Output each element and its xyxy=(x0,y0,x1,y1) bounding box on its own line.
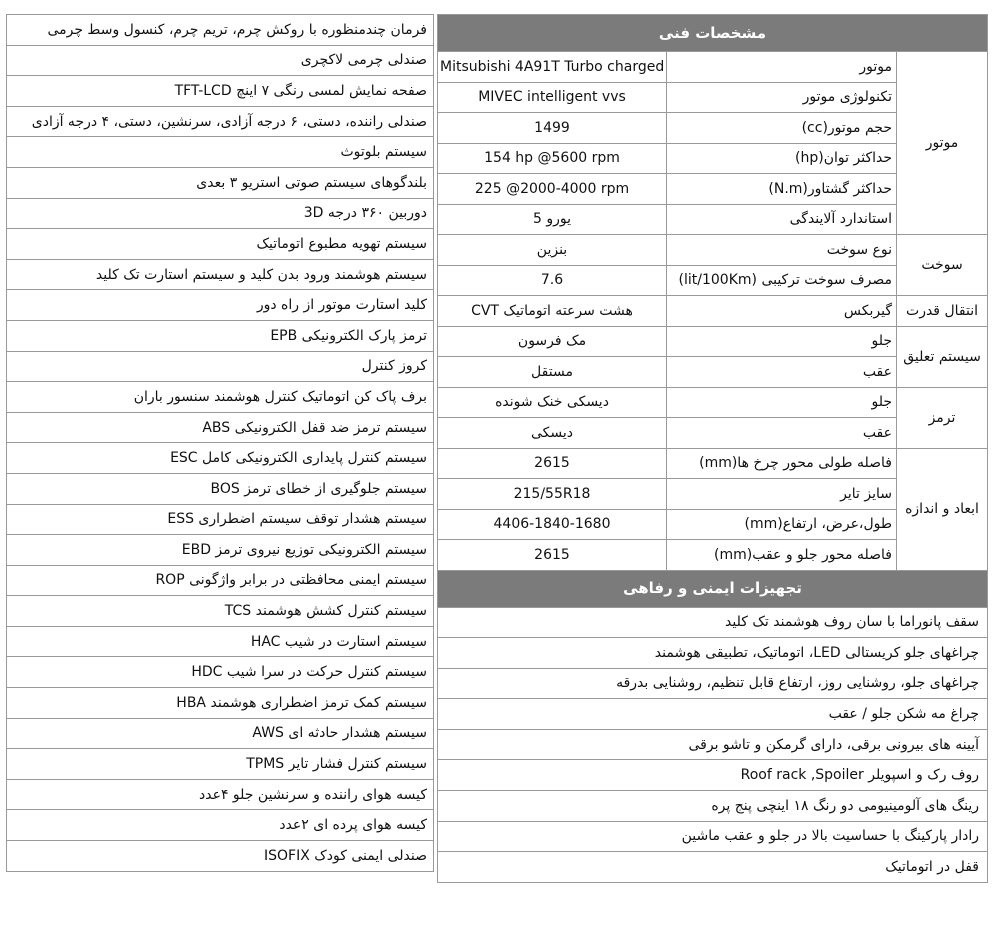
feature-item: سیستم کمک ترمز اضطراری هوشمند HBA xyxy=(7,688,434,719)
feature-item: سیستم هوشمند ورود بدن کلید و سیستم استارت تک کلید xyxy=(7,259,434,290)
spec-value: 154 hp @5600 rpm xyxy=(438,143,667,174)
spec-value: 7.6 xyxy=(438,265,667,296)
feature-item: صندلی چرمی لاکچری xyxy=(7,45,434,76)
group-fuel: سوخت xyxy=(897,235,988,296)
feature-row xyxy=(7,473,434,504)
feature-item: کیسه هوای راننده و سرنشین جلو ۴عدد xyxy=(7,779,434,810)
feature-item: سیستم جلوگیری از خطای ترمز BOS xyxy=(7,473,434,504)
spec-value: بنزین xyxy=(438,235,667,266)
spec-label: عقب xyxy=(667,357,897,388)
safety-item: سقف پانوراما با سان روف هوشمند تک کلید xyxy=(438,607,988,638)
spec-label: جلو xyxy=(667,326,897,357)
feature-row xyxy=(7,76,434,107)
feature-row xyxy=(7,749,434,780)
feature-item: کلید استارت موتور از راه دور xyxy=(7,290,434,321)
group-transmission: انتقال قدرت xyxy=(897,296,988,327)
feature-item: صندلی ایمنی کودک ISOFIX xyxy=(7,841,434,872)
feature-item: سیستم هشدار توقف سیستم اضطراری ESS xyxy=(7,504,434,535)
spec-value: یورو 5 xyxy=(438,204,667,235)
feature-item: کروز کنترل xyxy=(7,351,434,382)
group-brake: ترمز xyxy=(897,387,988,448)
spec-label: جلو xyxy=(667,387,897,418)
spec-value: 225 @2000-4000 rpm xyxy=(438,174,667,205)
feature-row xyxy=(7,626,434,657)
specs-header: مشخصات فنی xyxy=(438,15,988,52)
feature-row xyxy=(7,382,434,413)
feature-item: سیستم ترمز ضد قفل الکترونیکی ABS xyxy=(7,412,434,443)
spec-value: مستقل xyxy=(438,357,667,388)
spec-label: گیربکس xyxy=(667,296,897,327)
spec-label: موتور xyxy=(667,52,897,83)
feature-item: سیستم کنترل حرکت در سرا شیب HDC xyxy=(7,657,434,688)
feature-row xyxy=(7,412,434,443)
feature-row xyxy=(7,229,434,260)
feature-row xyxy=(7,45,434,76)
feature-row xyxy=(7,106,434,137)
feature-row xyxy=(7,688,434,719)
feature-row xyxy=(7,718,434,749)
feature-item: برف پاک کن اتوماتیک کنترل هوشمند سنسور باران xyxy=(7,382,434,413)
spec-label: سایز تایر xyxy=(667,479,897,510)
feature-item: سیستم کنترل کشش هوشمند TCS xyxy=(7,596,434,627)
feature-item: سیستم تهویه مطبوع اتوماتیک xyxy=(7,229,434,260)
feature-row xyxy=(7,779,434,810)
spec-label: فاصله طولی محور چرخ ها(mm) xyxy=(667,448,897,479)
spec-value: دیسکی خنک شونده xyxy=(438,387,667,418)
feature-item: کیسه هوای پرده ای ۲عدد xyxy=(7,810,434,841)
feature-item: صفحه نمایش لمسی رنگی ۷ اینچ TFT-LCD xyxy=(7,76,434,107)
technical-specs-table xyxy=(437,14,988,883)
group-suspension: سیستم تعلیق xyxy=(897,326,988,387)
feature-row xyxy=(7,841,434,872)
feature-item: فرمان چندمنظوره با روکش چرم، تریم چرم، کنسول وسط چرمی xyxy=(7,15,434,46)
feature-item: ترمز پارک الکترونیکی EPB xyxy=(7,320,434,351)
spec-value: CVT هشت سرعته اتوماتیک xyxy=(438,296,667,327)
spec-value: 4406-1840-1680 xyxy=(438,509,667,540)
feature-item: سیستم الکترونیکی توزیع نیروی ترمز EBD xyxy=(7,535,434,566)
feature-row xyxy=(7,198,434,229)
feature-row xyxy=(7,810,434,841)
spec-value: مک فرسون xyxy=(438,326,667,357)
feature-row xyxy=(7,565,434,596)
safety-item: روف رک و اسپویلر Roof rack ,Spoiler xyxy=(438,760,988,791)
feature-row xyxy=(7,504,434,535)
feature-row xyxy=(7,535,434,566)
spec-value: MIVEC intelligent vvs xyxy=(438,82,667,113)
feature-row xyxy=(7,137,434,168)
safety-item: رینگ های آلومینیومی دو رنگ ۱۸ اینچی پنج پره xyxy=(438,791,988,822)
spec-value: 2615 xyxy=(438,540,667,571)
spec-label: حداکثر گشتاور(N.m) xyxy=(667,174,897,205)
feature-item: سیستم کنترل پایداری الکترونیکی کامل ESC xyxy=(7,443,434,474)
group-engine: موتور xyxy=(897,52,988,235)
spec-value: 2615 xyxy=(438,448,667,479)
spec-value: 215/55R18 xyxy=(438,479,667,510)
feature-item: سیستم هشدار حادثه ای AWS xyxy=(7,718,434,749)
safety-item: رادار پارکینگ با حساسیت بالا در جلو و عقب ماشین xyxy=(438,821,988,852)
feature-item: بلندگوهای سیستم صوتی استریو ۳ بعدی xyxy=(7,167,434,198)
feature-row xyxy=(7,320,434,351)
safety-item: چراغ مه شکن جلو / عقب xyxy=(438,699,988,730)
feature-row xyxy=(7,351,434,382)
feature-item: سیستم کنترل فشار تایر TPMS xyxy=(7,749,434,780)
spec-label: نوع سوخت xyxy=(667,235,897,266)
features-table xyxy=(6,14,434,872)
safety-item: قفل در اتوماتیک xyxy=(438,852,988,883)
feature-row xyxy=(7,443,434,474)
feature-item: سیستم ایمنی محافظتی در برابر واژگونی ROP xyxy=(7,565,434,596)
safety-header: تجهیزات ایمنی و رفاهی xyxy=(438,570,988,607)
feature-row xyxy=(7,596,434,627)
safety-item: چراغهای جلو، روشنایی روز، ارتفاع قابل تنظیم، روشنایی بدرقه xyxy=(438,668,988,699)
spec-label: تکنولوژی موتور xyxy=(667,82,897,113)
spec-value: Mitsubishi 4A91T Turbo charged xyxy=(438,52,667,83)
feature-row xyxy=(7,290,434,321)
spec-label: حجم موتور(cc) xyxy=(667,113,897,144)
spec-label: مصرف سوخت ترکیبی (lit/100Km) xyxy=(667,265,897,296)
feature-row xyxy=(7,167,434,198)
spec-value: دیسکی xyxy=(438,418,667,449)
feature-item: سیستم استارت در شیب HAC xyxy=(7,626,434,657)
spec-label: فاصله محور جلو و عقب(mm) xyxy=(667,540,897,571)
spec-value: 1499 xyxy=(438,113,667,144)
safety-item: آیینه های بیرونی برقی، دارای گرمکن و تاشو برقی xyxy=(438,729,988,760)
feature-row xyxy=(7,15,434,46)
spec-label: حداکثر توان(hp) xyxy=(667,143,897,174)
feature-row xyxy=(7,259,434,290)
feature-item: دوربین ۳۶۰ درجه 3D xyxy=(7,198,434,229)
feature-item: صندلی راننده، دستی، ۶ درجه آزادی، سرنشین، دستی، ۴ درجه آزادی xyxy=(7,106,434,137)
safety-item: چراغهای جلو کریستالی LED، اتوماتیک، تطبیقی هوشمند xyxy=(438,638,988,669)
feature-item: سیستم بلوتوث xyxy=(7,137,434,168)
spec-label: استاندارد آلایندگی xyxy=(667,204,897,235)
spec-label: طول،عرض، ارتفاع(mm) xyxy=(667,509,897,540)
group-dimensions: ابعاد و اندازه xyxy=(897,448,988,570)
feature-row xyxy=(7,657,434,688)
spec-label: عقب xyxy=(667,418,897,449)
